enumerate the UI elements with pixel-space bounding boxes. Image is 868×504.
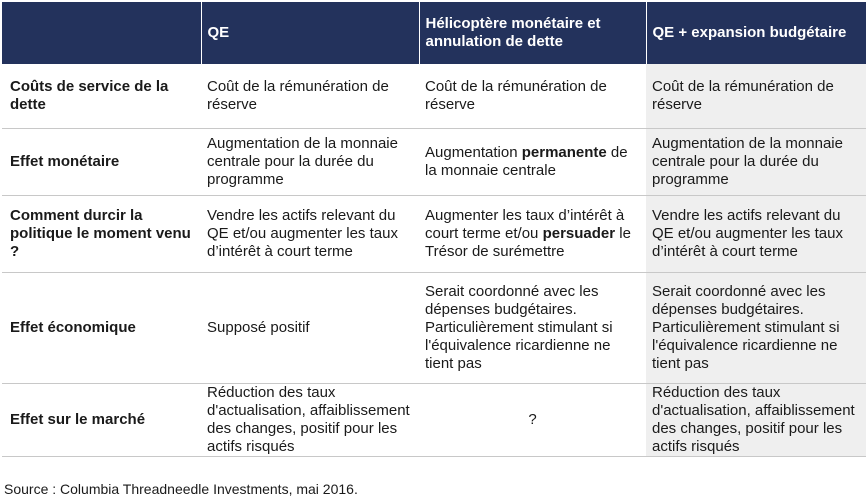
row-label: Effet monétaire <box>2 129 201 196</box>
cell-qe: Réduction des taux d'actualisation, affaiblissement des changes, positif pour les actifs risqués <box>201 384 419 457</box>
header-helicopter: Hélicoptère monétaire et annulation de dette <box>419 2 646 64</box>
cell-helicopter <box>419 129 646 196</box>
row-label: Coûts de service de la dette <box>2 64 201 129</box>
cell-helicopter: Serait coordonné avec les dépenses budgétaires. Particulièrement stimulant si l'équivalence ricardienne ne tient pas <box>419 273 646 384</box>
cell-qe: Supposé positif <box>201 273 419 384</box>
header-empty <box>2 2 201 64</box>
table-row <box>2 273 866 384</box>
cell-emphasis: permanente <box>521 144 607 161</box>
cell-qe: Augmentation de la monnaie centrale pour la durée du programme <box>201 129 419 196</box>
row-label: Comment durcir la politique le moment venu ? <box>2 196 201 273</box>
cell-text: Augmentation <box>425 144 522 161</box>
comparison-table <box>2 2 866 457</box>
cell-qe-budget: Augmentation de la monnaie centrale pour la durée du programme <box>646 129 866 196</box>
source-note: Source : Columbia Threadneedle Investments, mai 2016. <box>4 481 358 497</box>
cell-qe: Vendre les actifs relevant du QE et/ou augmenter les taux d’intérêt à court terme <box>201 196 419 273</box>
cell-helicopter: Coût de la rémunération de réserve <box>419 64 646 129</box>
header-qe: QE <box>201 2 419 64</box>
cell-qe-budget: Coût de la rémunération de réserve <box>646 64 866 129</box>
cell-qe-budget: Serait coordonné avec les dépenses budgétaires. Particulièrement stimulant si l'équivalence ricardienne ne tient pas <box>646 273 866 384</box>
cell-helicopter <box>419 196 646 273</box>
cell-emphasis: persuader <box>542 225 616 242</box>
cell-qe-budget: Vendre les actifs relevant du QE et/ou augmenter les taux d’intérêt à court terme <box>646 196 866 273</box>
table-row <box>2 64 866 129</box>
row-label: Effet économique <box>2 273 201 384</box>
cell-text: le Trésor de surémettre <box>425 225 631 260</box>
cell-qe: Coût de la rémunération de réserve <box>201 64 419 129</box>
cell-qe-budget: Réduction des taux d'actualisation, affaiblissement des changes, positif pour les actifs risqués <box>646 384 866 457</box>
header-row <box>2 2 866 64</box>
table-row <box>2 196 866 273</box>
cell-text: de la monnaie centrale <box>425 144 628 179</box>
cell-helicopter: ? <box>419 384 646 457</box>
table-row <box>2 384 866 457</box>
table-row <box>2 129 866 196</box>
header-qe-budget: QE + expansion budgétaire <box>646 2 866 64</box>
row-label: Effet sur le marché <box>2 384 201 457</box>
cell-text: Augmenter les taux d’intérêt à court terme et/ou <box>425 207 625 242</box>
